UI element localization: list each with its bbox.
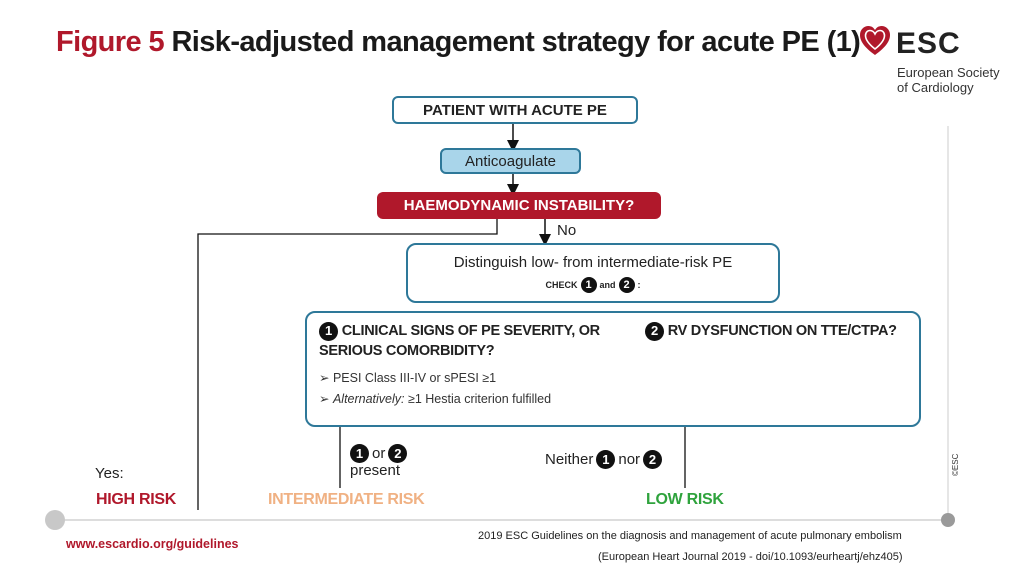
criterion-2-number: 2 xyxy=(645,322,664,341)
anticoagulate-box: Anticoagulate xyxy=(440,148,581,174)
and-label: and xyxy=(599,279,616,290)
footer-dot-right xyxy=(941,513,955,527)
title-text: Risk-adjusted management strategy for acute PE (1) xyxy=(171,26,861,58)
criterion-2-text: RV DYSFUNCTION ON TTE/CTPA? xyxy=(667,323,897,339)
either-badge-2: 2 xyxy=(388,444,407,463)
criterion-1 xyxy=(319,321,600,361)
bullet-hestia-text: ≥1 Hestia criterion fulfilled xyxy=(408,392,552,406)
neither-badge-1: 1 xyxy=(596,450,615,469)
citation-line2: (European Heart Journal 2019 - doi/10.1093/eurheartj/ehz405) xyxy=(598,551,903,563)
bullet-alternatively: Alternatively: xyxy=(332,392,405,406)
distinguish-text: Distinguish low- from intermediate-risk PE xyxy=(453,253,733,271)
logo-subtitle-line2: of Cardiology xyxy=(897,80,974,95)
patient-box: PATIENT WITH ACUTE PE xyxy=(392,96,638,124)
colon-label: : xyxy=(637,279,641,290)
check-line xyxy=(545,277,640,293)
no-label: No xyxy=(557,222,577,239)
haemodynamic-instability-box: HAEMODYNAMIC INSTABILITY? xyxy=(377,192,661,219)
guidelines-link[interactable]: www.escardio.org/guidelines xyxy=(66,537,239,551)
low-risk-label: LOW RISK xyxy=(646,491,724,508)
criteria-box xyxy=(305,311,921,427)
bullet-arrow-icon: ➢ xyxy=(319,392,333,406)
check-label: CHECK xyxy=(545,279,578,290)
neither-nor-label xyxy=(545,450,662,469)
either-badge-1: 1 xyxy=(350,444,369,463)
logo-name: ESC xyxy=(896,27,961,60)
bullet-arrow-icon: ➢ xyxy=(319,371,333,385)
logo-subtitle-line1: European Society xyxy=(897,65,1000,80)
criterion-2 xyxy=(645,321,897,341)
distinguish-box xyxy=(406,243,780,303)
criterion-1-badge: 1 xyxy=(581,277,597,293)
yes-label: Yes: xyxy=(95,465,124,482)
either-present: present xyxy=(350,462,401,479)
either-or: or xyxy=(372,444,386,462)
figure-label: Figure 5 xyxy=(56,26,164,58)
neither-text: Neither xyxy=(545,451,594,468)
intermediate-risk-label: INTERMEDIATE RISK xyxy=(268,491,425,508)
bullet-pesi xyxy=(319,370,496,385)
citation-line1: 2019 ESC Guidelines on the diagnosis and management of acute pulmonary embolism xyxy=(478,530,902,542)
bullet-pesi-text: PESI Class III-IV or sPESI ≥1 xyxy=(332,371,497,385)
bullet-hestia xyxy=(319,391,551,406)
footer-dot-left xyxy=(45,510,65,530)
criterion-1-line1: CLINICAL SIGNS OF PE SEVERITY, OR xyxy=(341,323,600,339)
high-risk-label: HIGH RISK xyxy=(96,491,176,508)
copyright-label: ©ESC xyxy=(951,453,960,476)
neither-badge-2: 2 xyxy=(643,450,662,469)
either-present-label xyxy=(350,444,407,479)
criterion-1-number: 1 xyxy=(319,322,338,341)
nor-text: nor xyxy=(618,451,641,468)
criterion-1-line2: SERIOUS COMORBIDITY? xyxy=(319,343,495,359)
criterion-2-badge: 2 xyxy=(619,277,635,293)
